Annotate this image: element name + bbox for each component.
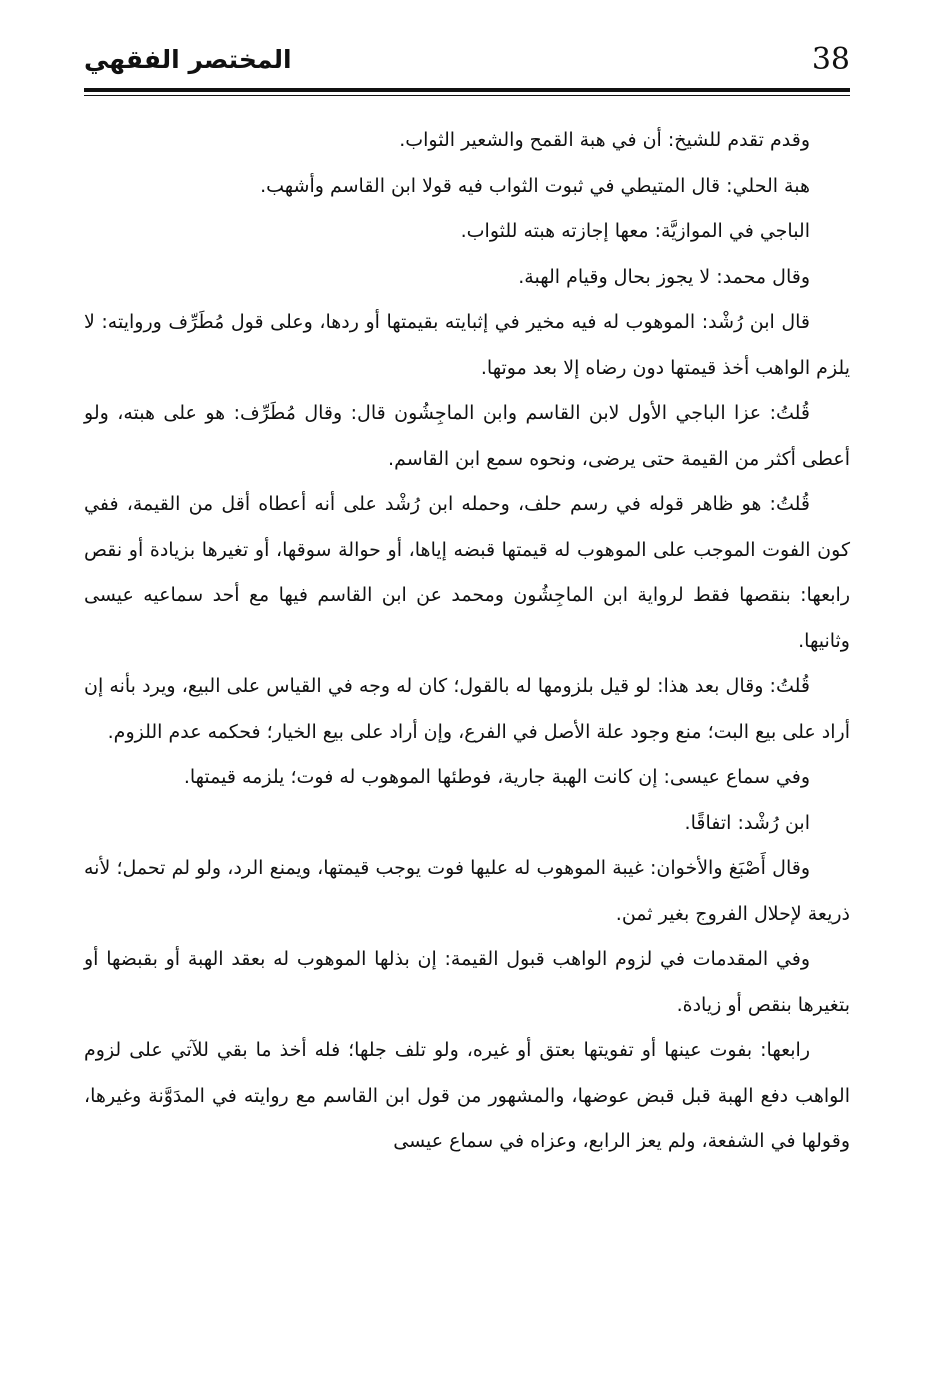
paragraph: ابن رُشْد: اتفاقًا.	[684, 811, 810, 834]
paragraph: وقال محمد: لا يجوز بحال وقيام الهبة.	[518, 265, 810, 288]
paragraph: قال ابن رُشْد: الموهوب له فيه مخير في إثبايته بقيمتها أو ردها، وعلى قول مُطَرِّف وروايته: لا يلزم الواهب أخذ قيمتها دون رضاه إلا بعد موتها.	[84, 311, 850, 379]
paragraph: قُلتُ: عزا الباجي الأول لابن القاسم وابن الماجِشُون قال: وقال مُطَرِّف: هو على هبته، ولو أعطى أكثر من القيمة حتى يرضى، ونحوه سمع ابن القاسم.	[84, 402, 850, 470]
paragraph: وفي سماع عيسى: إن كانت الهبة جارية، فوطئها الموهوب له فوت؛ يلزمه قيمتها.	[183, 766, 810, 788]
paragraph: وقدم تقدم للشيخ: أن في هبة القمح والشعير الثواب.	[399, 129, 810, 151]
header-rule-thin	[84, 95, 850, 96]
paragraph: قُلتُ: وقال بعد هذا: لو قيل بلزومها له بالقول؛ كان له وجه في القياس على البيع، ويرد بأنه إن أراد على بيع البت؛ منع وجود علة الأصل في الفرع، وإن أراد على بيع الخيار؛ فحكمه عدم اللزوم.	[84, 675, 850, 743]
paragraph: رابعها: بفوت عينها أو تفويتها بعتق أو غيره، ولو تلف جلها؛ فله أخذ ما بقي للآتي على لزوم الواهب دفع الهبة قبل قبض عوضها، والمشهور من قول ابن القاسم مع روايته في المدَوَّنة وغيرها، وقولها في الشفعة، ولم يعز الرابع، وعزاه في سماع عيسى	[84, 1039, 850, 1152]
header-rule-thick	[84, 88, 850, 92]
paragraph: وفي المقدمات في لزوم الواهب قبول القيمة: إن بذلها الموهوب له بعقد الهبة أو بقبضها أو بتغيرها بنقص أو زيادة.	[84, 948, 850, 1016]
paragraph: الباجي في الموازيَّة: معها إجازته هبته للثواب.	[460, 220, 810, 242]
paragraph: قُلتُ: هو ظاهر قوله في رسم حلف، وحمله ابن رُشْد على أنه أعطاه أقل من القيمة، ففي كون الفوت الموجب على الموهوب له قيمتها قبضه إياها، أو حوالة سوقها، أو تغيرها بزيادة أو نقص رابعها: بنقصها فقط لرواية ابن الماجِشُون ومحمد عن ابن القاسم فيها مع أحد سماعيه عيسى وثانيها.	[84, 493, 850, 652]
paragraph: وقال أَصْبَغ والأخوان: غيبة الموهوب له عليها فوت يوجب قيمتها، ويمنع الرد، ولو لم تحمل؛ لأنه ذريعة لإحلال الفروج بغير ثمن.	[84, 857, 850, 925]
body-text	[84, 118, 850, 1165]
page-number: 38	[811, 42, 850, 77]
paragraph: هبة الحلي: قال المتيطي في ثبوت الثواب فيه قولا ابن القاسم وأشهب.	[260, 174, 810, 197]
book-title: المختصر الفقهي	[84, 45, 292, 74]
page-header	[84, 40, 850, 84]
